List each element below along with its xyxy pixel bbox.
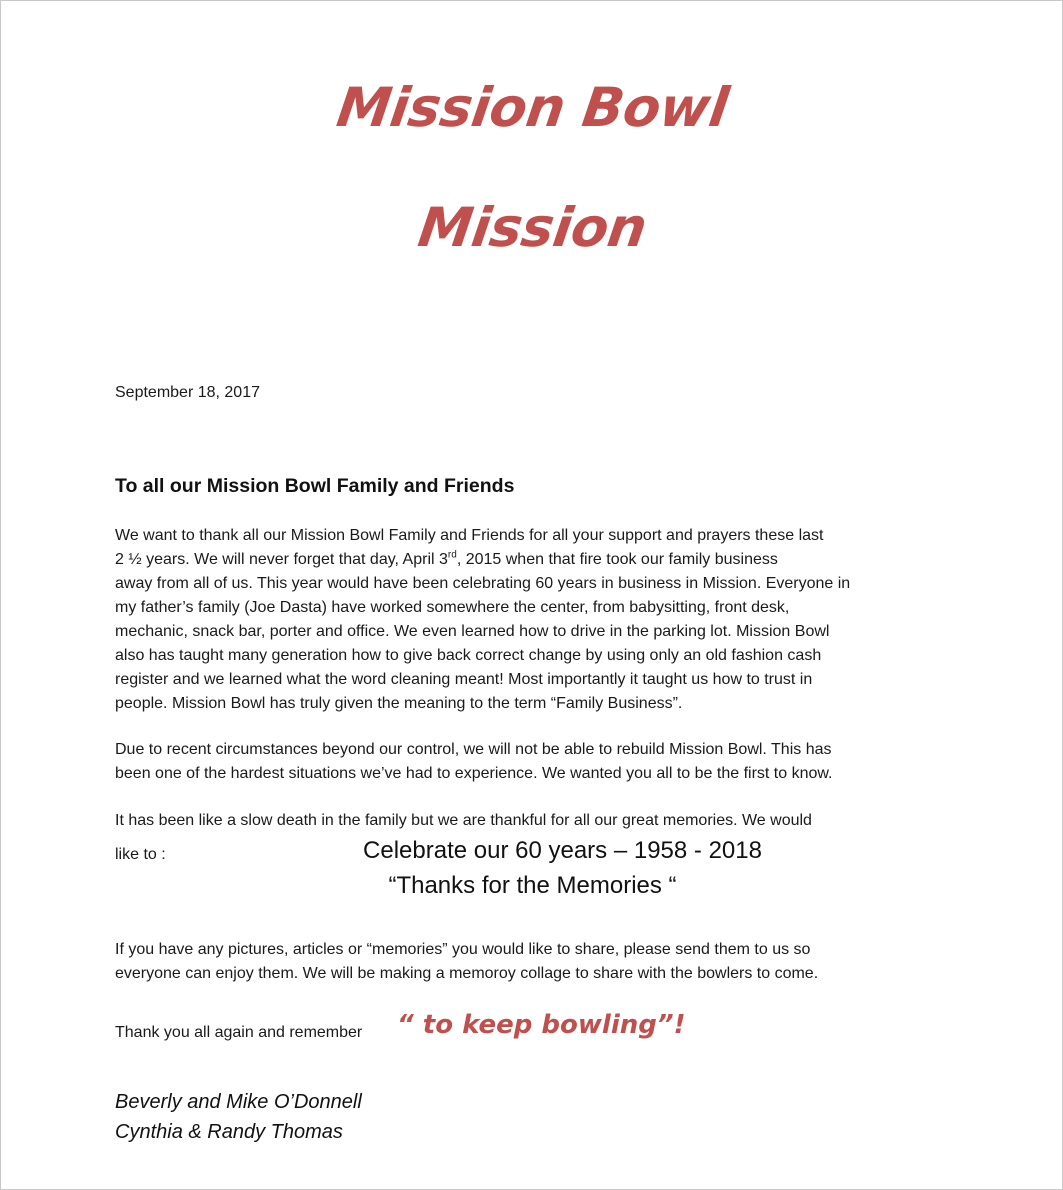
celebrate-line: Celebrate our 60 years – 1958 - 2018	[363, 837, 762, 864]
ordinal-suffix: rd	[447, 549, 457, 561]
paragraph-line: people. Mission Bowl has truly given the meaning to the term “Family Business”.	[115, 695, 683, 712]
closing-text: Thank you all again and remember	[115, 1024, 363, 1041]
paragraph-thanks	[115, 524, 955, 716]
letter-date: September 18, 2017	[115, 384, 260, 401]
paragraph-line: also has taught many generation how to give back correct change by using only an old fashion cash	[115, 647, 822, 664]
paragraph-line-part: 2 ½ years. We will never forget that day, April 3	[115, 551, 448, 568]
paragraph-line: been one of the hardest situations we’ve had to experience. We wanted you all to be the first to know.	[115, 765, 833, 782]
paragraph-line: We want to thank all our Mission Bowl Family and Friends for all your support and prayers these last	[115, 527, 824, 544]
paragraph-line-part: , 2015 when that fire took our family business	[456, 551, 778, 568]
signature-line: Beverly and Mike O’Donnell	[115, 1091, 362, 1113]
salutation-heading: To all our Mission Bowl Family and Friends	[115, 475, 515, 497]
paragraph-line: my father’s family (Joe Dasta) have worked somewhere the center, from babysitting, front desk,	[115, 599, 790, 616]
signature-line: Cynthia & Randy Thomas	[115, 1121, 343, 1143]
title-mission-bowl: Mission Bowl	[333, 76, 733, 139]
paragraph-line: away from all of us. This year would have been celebrating 60 years in business in Mission. Everyone in	[115, 575, 851, 592]
paragraph-line: It has been like a slow death in the family but we are thankful for all our great memories. We would	[115, 812, 812, 829]
paragraph-line: Due to recent circumstances beyond our control, we will not be able to rebuild Mission Bowl. This has	[115, 741, 832, 758]
keep-bowling-emphasis: “ to keep bowling”!	[397, 1010, 686, 1040]
paragraph-line: like to :	[115, 846, 166, 863]
paragraph-line	[115, 548, 955, 572]
paragraph-line: If you have any pictures, articles or “memories” you would like to share, please send them to us so	[115, 941, 811, 958]
title-mission: Mission	[414, 196, 651, 259]
paragraph-line: register and we learned what the word cleaning meant! Most importantly it taught us how to trust in	[115, 671, 813, 688]
paragraph-line: everyone can enjoy them. We will be making a memoroy collage to share with the bowlers to come.	[115, 965, 819, 982]
paragraph-line: mechanic, snack bar, porter and office. We even learned how to drive in the parking lot. Mission Bowl	[115, 623, 830, 640]
thanks-for-memories-line: “Thanks for the Memories “	[388, 872, 677, 899]
paragraph-announcement	[115, 738, 955, 786]
paragraph-share-request	[115, 938, 955, 986]
